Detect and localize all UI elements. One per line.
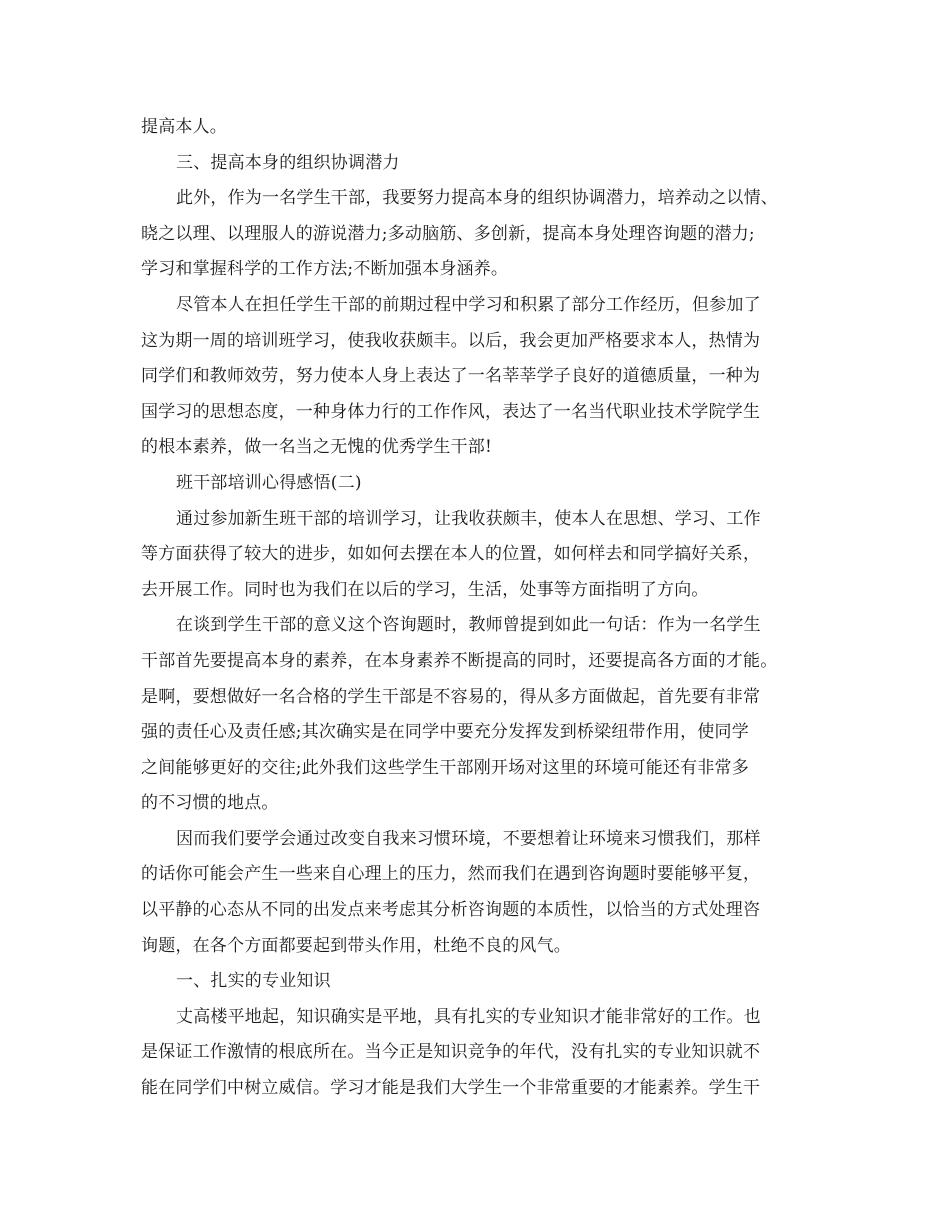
text-line: 的不习惯的地点。 — [141, 793, 279, 814]
text-line: 的根本素养，做一名当之无愧的优秀学生干部! — [141, 437, 493, 458]
text-line: 在谈到学生干部的意义这个咨询题时，教师曾提到如此一句话：作为一名学生 — [176, 615, 761, 636]
text-line: 这为期一周的培训班学习，使我收获颇丰。以后，我会更加严格要求本人，热情为 — [141, 330, 761, 351]
text-line: 学习和掌握科学的工作方法;不断加强本身涵养。 — [141, 259, 509, 280]
text-line: 一、扎实的专业知识 — [176, 971, 331, 992]
text-line: 以平静的心态从不同的出发点来考虑其分析咨询题的本质性，以恰当的方式处理咨 — [141, 900, 761, 921]
text-line: 尽管本人在担任学生干部的前期过程中学习和积累了部分工作经历，但参加了 — [176, 294, 761, 315]
text-line: 三、提高本身的组织协调潜力 — [176, 152, 400, 173]
text-line: 是啊，要想做好一名合格的学生干部是不容易的，得从多方面做起，首先要有非常 — [141, 686, 761, 707]
text-line: 班干部培训心得感悟(二) — [176, 472, 362, 493]
document-body — [141, 110, 827, 1107]
text-line: 国学习的思想态度，一种身体力行的工作作风，表达了一名当代职业技术学院学生 — [141, 401, 761, 422]
text-line: 此外，作为一名学生干部，我要努力提高本身的组织协调潜力，培养动之以情、 — [176, 188, 778, 209]
text-line: 提高本人。 — [141, 117, 227, 137]
text-line: 是保证工作激情的根底所在。当今正是知识竞争的年代，没有扎实的专业知识就不 — [141, 1042, 761, 1063]
text-line: 等方面获得了较大的进步，如如何去摆在本人的位置，如何样去和同学搞好关系， — [141, 544, 761, 565]
text-line: 晓之以理、以理服人的游说潜力;多动脑筋、多创新，提高本身处理咨询题的潜力; — [141, 223, 755, 244]
text-line: 去开展工作。同时也为我们在以后的学习，生活，处事等方面指明了方向。 — [141, 579, 709, 600]
text-line: 询题，在各个方面都要起到带头作用，杜绝不良的风气。 — [141, 935, 571, 956]
text-line: 强的责任心及责任感;其次确实是在同学中要充分发挥发到桥梁纽带作用，使同学 — [141, 722, 749, 743]
text-line: 干部首先要提高本身的素养，在本身素养不断提高的同时，还要提高各方面的才能。 — [141, 650, 778, 671]
text-line: 之间能够更好的交往;此外我们这些学生干部刚开场对这里的环境可能还有非常多 — [141, 757, 749, 778]
text-line: 因而我们要学会通过改变自我来习惯环境，不要想着让环境来习惯我们，那样 — [176, 828, 761, 849]
text-line: 同学们和教师效劳，努力使本人身上表达了一名莘莘学子良好的道德质量，一种为 — [141, 366, 761, 387]
text-line: 丈高楼平地起，知识确实是平地，具有扎实的专业知识才能非常好的工作。也 — [176, 1006, 761, 1027]
text-line: 能在同学们中树立威信。学习才能是我们大学生一个非常重要的才能素养。学生干 — [141, 1078, 761, 1099]
text-line: 通过参加新生班干部的培训学习，让我收获颇丰，使本人在思想、学习、工作 — [176, 508, 761, 529]
text-line: 的话你可能会产生一些来自心理上的压力，然而我们在遇到咨询题时要能够平复， — [141, 864, 761, 885]
